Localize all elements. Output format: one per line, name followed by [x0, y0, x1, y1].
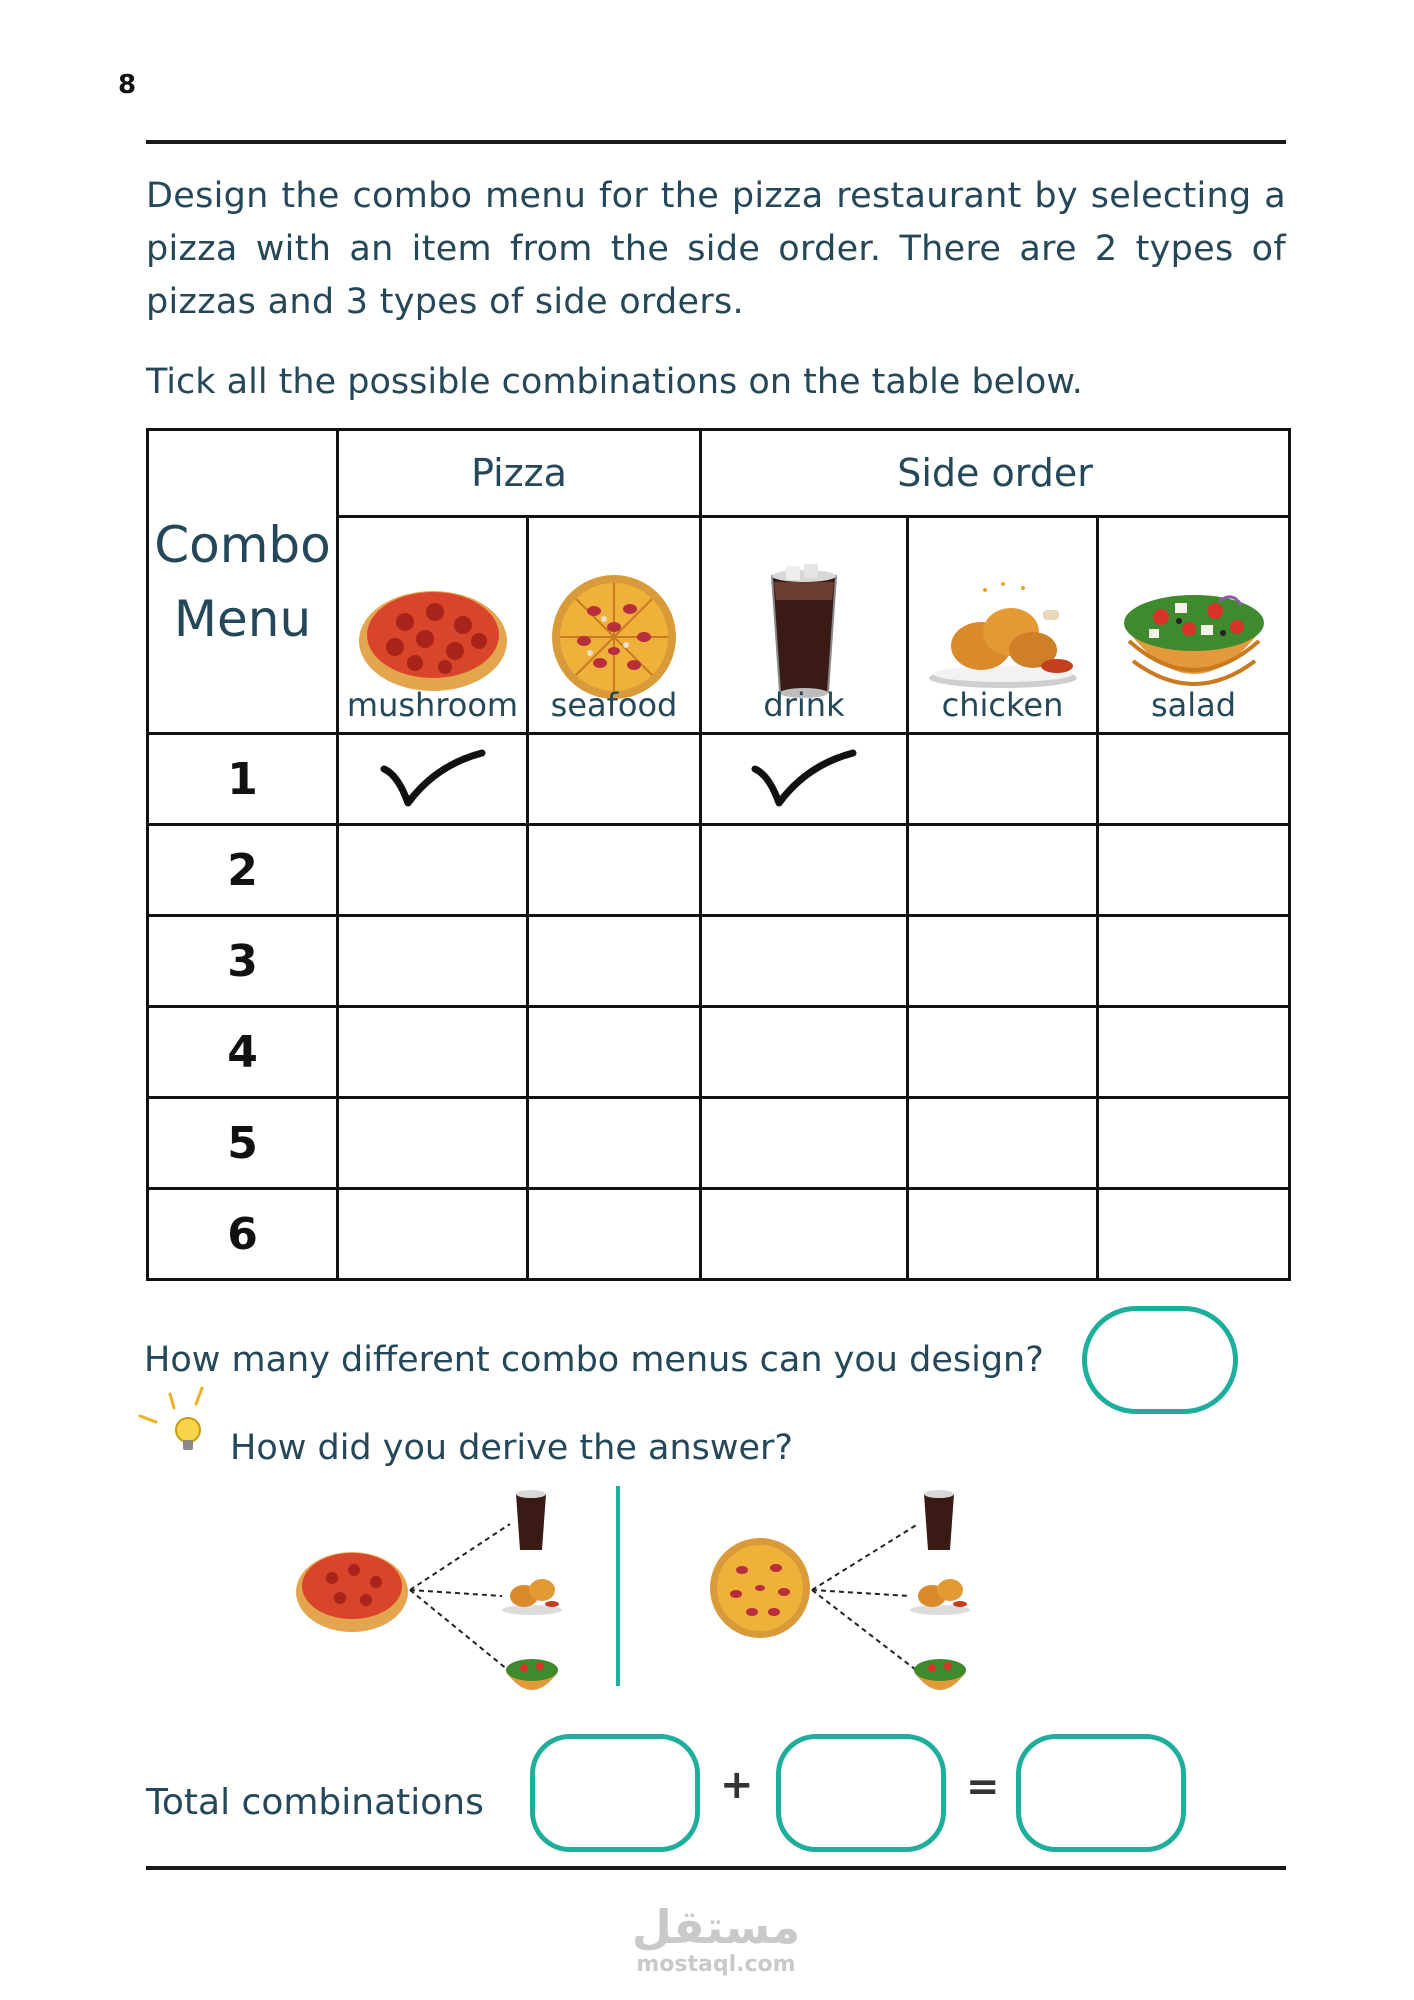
- top-divider: [146, 140, 1286, 144]
- item-label-salad: salad: [1150, 686, 1237, 724]
- row-number-1: 1: [148, 734, 338, 825]
- cell-2-mushroom[interactable]: [338, 825, 528, 916]
- page-number: 8: [118, 70, 137, 100]
- seafood-pizza-icon: [544, 571, 684, 701]
- cell-5-drink[interactable]: [701, 1098, 908, 1189]
- checkmark-icon: [749, 745, 859, 809]
- cell-6-seafood[interactable]: [528, 1189, 701, 1280]
- row-number-4: 4: [148, 1007, 338, 1098]
- cell-3-mushroom[interactable]: [338, 916, 528, 1007]
- row-number-3: 3: [148, 916, 338, 1007]
- answer-box-total[interactable]: [1016, 1734, 1186, 1852]
- cell-3-drink[interactable]: [701, 916, 908, 1007]
- salad-bowl-icon: [1119, 571, 1269, 701]
- watermark-logo: مستقل: [631, 1900, 801, 1954]
- cell-1-seafood[interactable]: [528, 734, 701, 825]
- seafood-pizza-icon: [710, 1538, 810, 1638]
- salad-bowl-icon: [914, 1659, 966, 1690]
- row-number-2: 2: [148, 825, 338, 916]
- cell-4-salad[interactable]: [1098, 1007, 1290, 1098]
- item-mushroom: [338, 517, 528, 734]
- item-label-seafood: seafood: [550, 686, 678, 724]
- item-label-chicken: chicken: [941, 686, 1064, 724]
- cell-1-chicken[interactable]: [908, 734, 1098, 825]
- cell-6-chicken[interactable]: [908, 1189, 1098, 1280]
- pizza-group-header: Pizza: [338, 430, 701, 517]
- corner-line-1: Combo: [154, 515, 331, 574]
- pepperoni-pizza-icon: [296, 1552, 408, 1632]
- cell-4-chicken[interactable]: [908, 1007, 1098, 1098]
- row-number-5: 5: [148, 1098, 338, 1189]
- side-order-group-header: Side order: [701, 430, 1290, 517]
- cell-5-chicken[interactable]: [908, 1098, 1098, 1189]
- combination-tree-diagram: [290, 1486, 1010, 1706]
- cell-3-chicken[interactable]: [908, 916, 1098, 1007]
- cell-4-seafood[interactable]: [528, 1007, 701, 1098]
- checkmark-icon: [378, 745, 488, 809]
- cell-4-drink[interactable]: [701, 1007, 908, 1098]
- cell-2-chicken[interactable]: [908, 825, 1098, 916]
- fried-chicken-icon: [910, 1579, 970, 1615]
- cell-1-mushroom[interactable]: [338, 734, 528, 825]
- instruction-paragraph: Design the combo menu for the pizza restaurant by selecting a pizza with an item from the side order. There are 2 types of pizzas and 3 types of side orders.: [146, 176, 1286, 322]
- cell-4-mushroom[interactable]: [338, 1007, 528, 1098]
- answer-box-count[interactable]: [1082, 1306, 1238, 1414]
- answer-box-first[interactable]: [530, 1734, 700, 1852]
- fried-chicken-icon: [925, 576, 1081, 696]
- fried-chicken-icon: [502, 1579, 562, 1615]
- salad-bowl-icon: [506, 1659, 558, 1690]
- cell-6-mushroom[interactable]: [338, 1189, 528, 1280]
- bottom-divider: [146, 1866, 1286, 1870]
- item-salad: [1098, 517, 1290, 734]
- equals-sign: =: [966, 1764, 1000, 1810]
- question-how-many: How many different combo menus can you design?: [144, 1340, 1044, 1380]
- lightbulb-icon: [136, 1382, 216, 1456]
- cell-3-salad[interactable]: [1098, 916, 1290, 1007]
- soda-glass-icon: [764, 562, 844, 702]
- cell-2-drink[interactable]: [701, 825, 908, 916]
- total-combinations-label: Total combinations: [146, 1782, 484, 1823]
- item-chicken: [908, 517, 1098, 734]
- tree-divider: [616, 1486, 620, 1686]
- table-corner-header: [148, 430, 338, 734]
- watermark-url: mostaql.com: [636, 1952, 796, 1977]
- cell-3-seafood[interactable]: [528, 916, 701, 1007]
- item-label-mushroom: mushroom: [346, 686, 519, 724]
- row-number-6: 6: [148, 1189, 338, 1280]
- instruction-tick: Tick all the possible combinations on the table below.: [146, 362, 1083, 402]
- plus-sign: +: [720, 1762, 754, 1808]
- cell-5-mushroom[interactable]: [338, 1098, 528, 1189]
- cell-6-drink[interactable]: [701, 1189, 908, 1280]
- item-seafood: [528, 517, 701, 734]
- cell-6-salad[interactable]: [1098, 1189, 1290, 1280]
- corner-line-2: Menu: [173, 589, 312, 648]
- cell-2-seafood[interactable]: [528, 825, 701, 916]
- item-drink: [701, 517, 908, 734]
- soda-glass-icon: [516, 1490, 546, 1550]
- cell-2-salad[interactable]: [1098, 825, 1290, 916]
- cell-1-salad[interactable]: [1098, 734, 1290, 825]
- item-label-drink: drink: [763, 686, 845, 724]
- cell-5-seafood[interactable]: [528, 1098, 701, 1189]
- combo-table: [146, 428, 1291, 1281]
- answer-box-second[interactable]: [776, 1734, 946, 1852]
- watermark: [628, 1902, 804, 1977]
- question-derive: How did you derive the answer?: [230, 1428, 793, 1468]
- pepperoni-pizza-icon: [355, 577, 511, 695]
- cell-1-drink[interactable]: [701, 734, 908, 825]
- soda-glass-icon: [924, 1490, 954, 1550]
- cell-5-salad[interactable]: [1098, 1098, 1290, 1189]
